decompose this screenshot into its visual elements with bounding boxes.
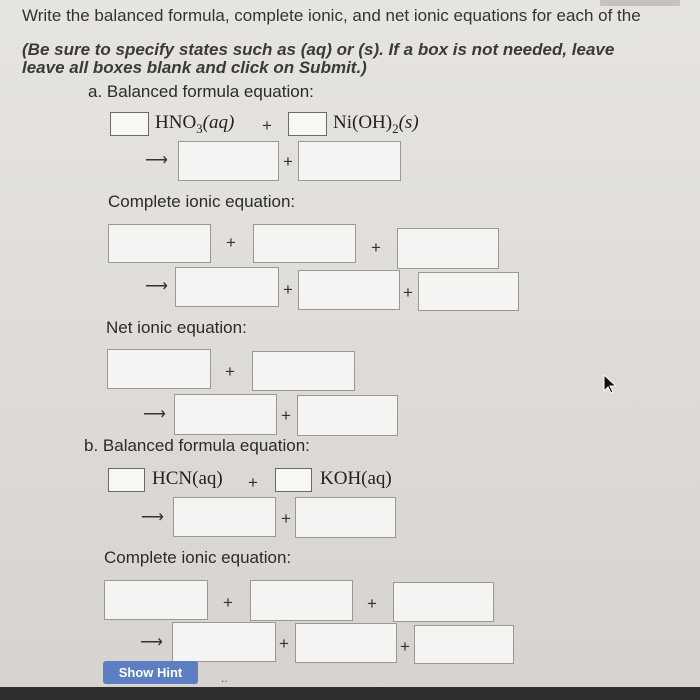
instruction-line-1: Write the balanced formula, complete ionic, and net ionic equations for each of the (22, 6, 641, 25)
b-coef-reactant2-box[interactable] (275, 468, 312, 492)
b-coef-reactant1-box[interactable] (108, 468, 145, 492)
plus-sign: + (403, 283, 413, 302)
b-ionic-reactant1-box[interactable] (104, 580, 208, 620)
a-ionic-reactant3-box[interactable] (397, 228, 499, 269)
a-net-reactant1-box[interactable] (107, 349, 211, 389)
plus-sign: + (226, 233, 236, 252)
a-ionic-product3-box[interactable] (418, 272, 519, 311)
a-formula-product2-box[interactable] (298, 141, 401, 181)
bottom-bar (0, 687, 700, 700)
a-ionic-product2-box[interactable] (298, 270, 400, 310)
b-formula-product1-box[interactable] (173, 497, 276, 537)
plus-sign: + (400, 637, 410, 656)
plus-sign: + (248, 473, 258, 492)
plus-sign: + (281, 509, 291, 528)
a-ionic-reactant2-box[interactable] (253, 224, 356, 263)
a-formula-product1-box[interactable] (178, 141, 279, 181)
plus-sign: + (371, 238, 381, 257)
part-a-formula-label: a. Balanced formula equation: (88, 82, 314, 101)
ellipsis: .. (221, 671, 228, 685)
part-a-complete-ionic-label: Complete ionic equation: (108, 192, 296, 211)
plus-sign: + (279, 634, 289, 653)
reaction-arrow: ⟶ (143, 406, 166, 423)
plus-sign: + (281, 406, 291, 425)
b-ionic-product1-box[interactable] (172, 622, 276, 662)
b-ionic-product3-box[interactable] (414, 625, 514, 664)
instruction-line-3: leave all boxes blank and click on Submit.) (22, 58, 367, 77)
b-formula-product2-box[interactable] (295, 497, 396, 538)
plus-sign: + (367, 594, 377, 613)
a-ionic-product1-box[interactable] (175, 267, 279, 307)
a-coef-reactant1-box[interactable] (110, 112, 149, 136)
plus-sign: + (283, 280, 293, 299)
plus-sign: + (283, 152, 293, 171)
reaction-arrow: ⟶ (145, 278, 168, 295)
a-reactant1-formula: $HNO_3(aq)$ (155, 112, 235, 136)
b-reactant1-formula: HCN(aq) (152, 468, 223, 489)
a-net-reactant2-box[interactable] (252, 351, 355, 391)
part-b-formula-label: b. Balanced formula equation: (84, 436, 310, 455)
a-reactant2-formula: $Ni(OH)_2(s)$ (333, 112, 419, 136)
a-ionic-reactant1-box[interactable] (108, 224, 211, 263)
reaction-arrow: ⟶ (141, 509, 164, 526)
reaction-arrow: ⟶ (140, 634, 163, 651)
a-net-product1-box[interactable] (174, 394, 277, 435)
plus-sign: + (223, 593, 233, 612)
mouse-cursor-icon (602, 374, 620, 394)
instruction-line-2: (Be sure to specify states such as (aq) or (s). If a box is not needed, leave (22, 40, 615, 59)
part-a-net-ionic-label: Net ionic equation: (106, 318, 247, 337)
plus-sign: + (262, 116, 272, 135)
show-hint-button[interactable]: Show Hint (103, 661, 198, 684)
b-ionic-reactant2-box[interactable] (250, 580, 353, 621)
a-coef-reactant2-box[interactable] (288, 112, 327, 136)
plus-sign: + (225, 362, 235, 381)
b-ionic-reactant3-box[interactable] (393, 582, 494, 622)
a-net-product2-box[interactable] (297, 395, 398, 436)
part-b-complete-ionic-label: Complete ionic equation: (104, 548, 292, 567)
reaction-arrow: ⟶ (145, 152, 168, 169)
b-ionic-product2-box[interactable] (295, 623, 397, 663)
b-reactant2-formula: KOH(aq) (320, 468, 392, 489)
